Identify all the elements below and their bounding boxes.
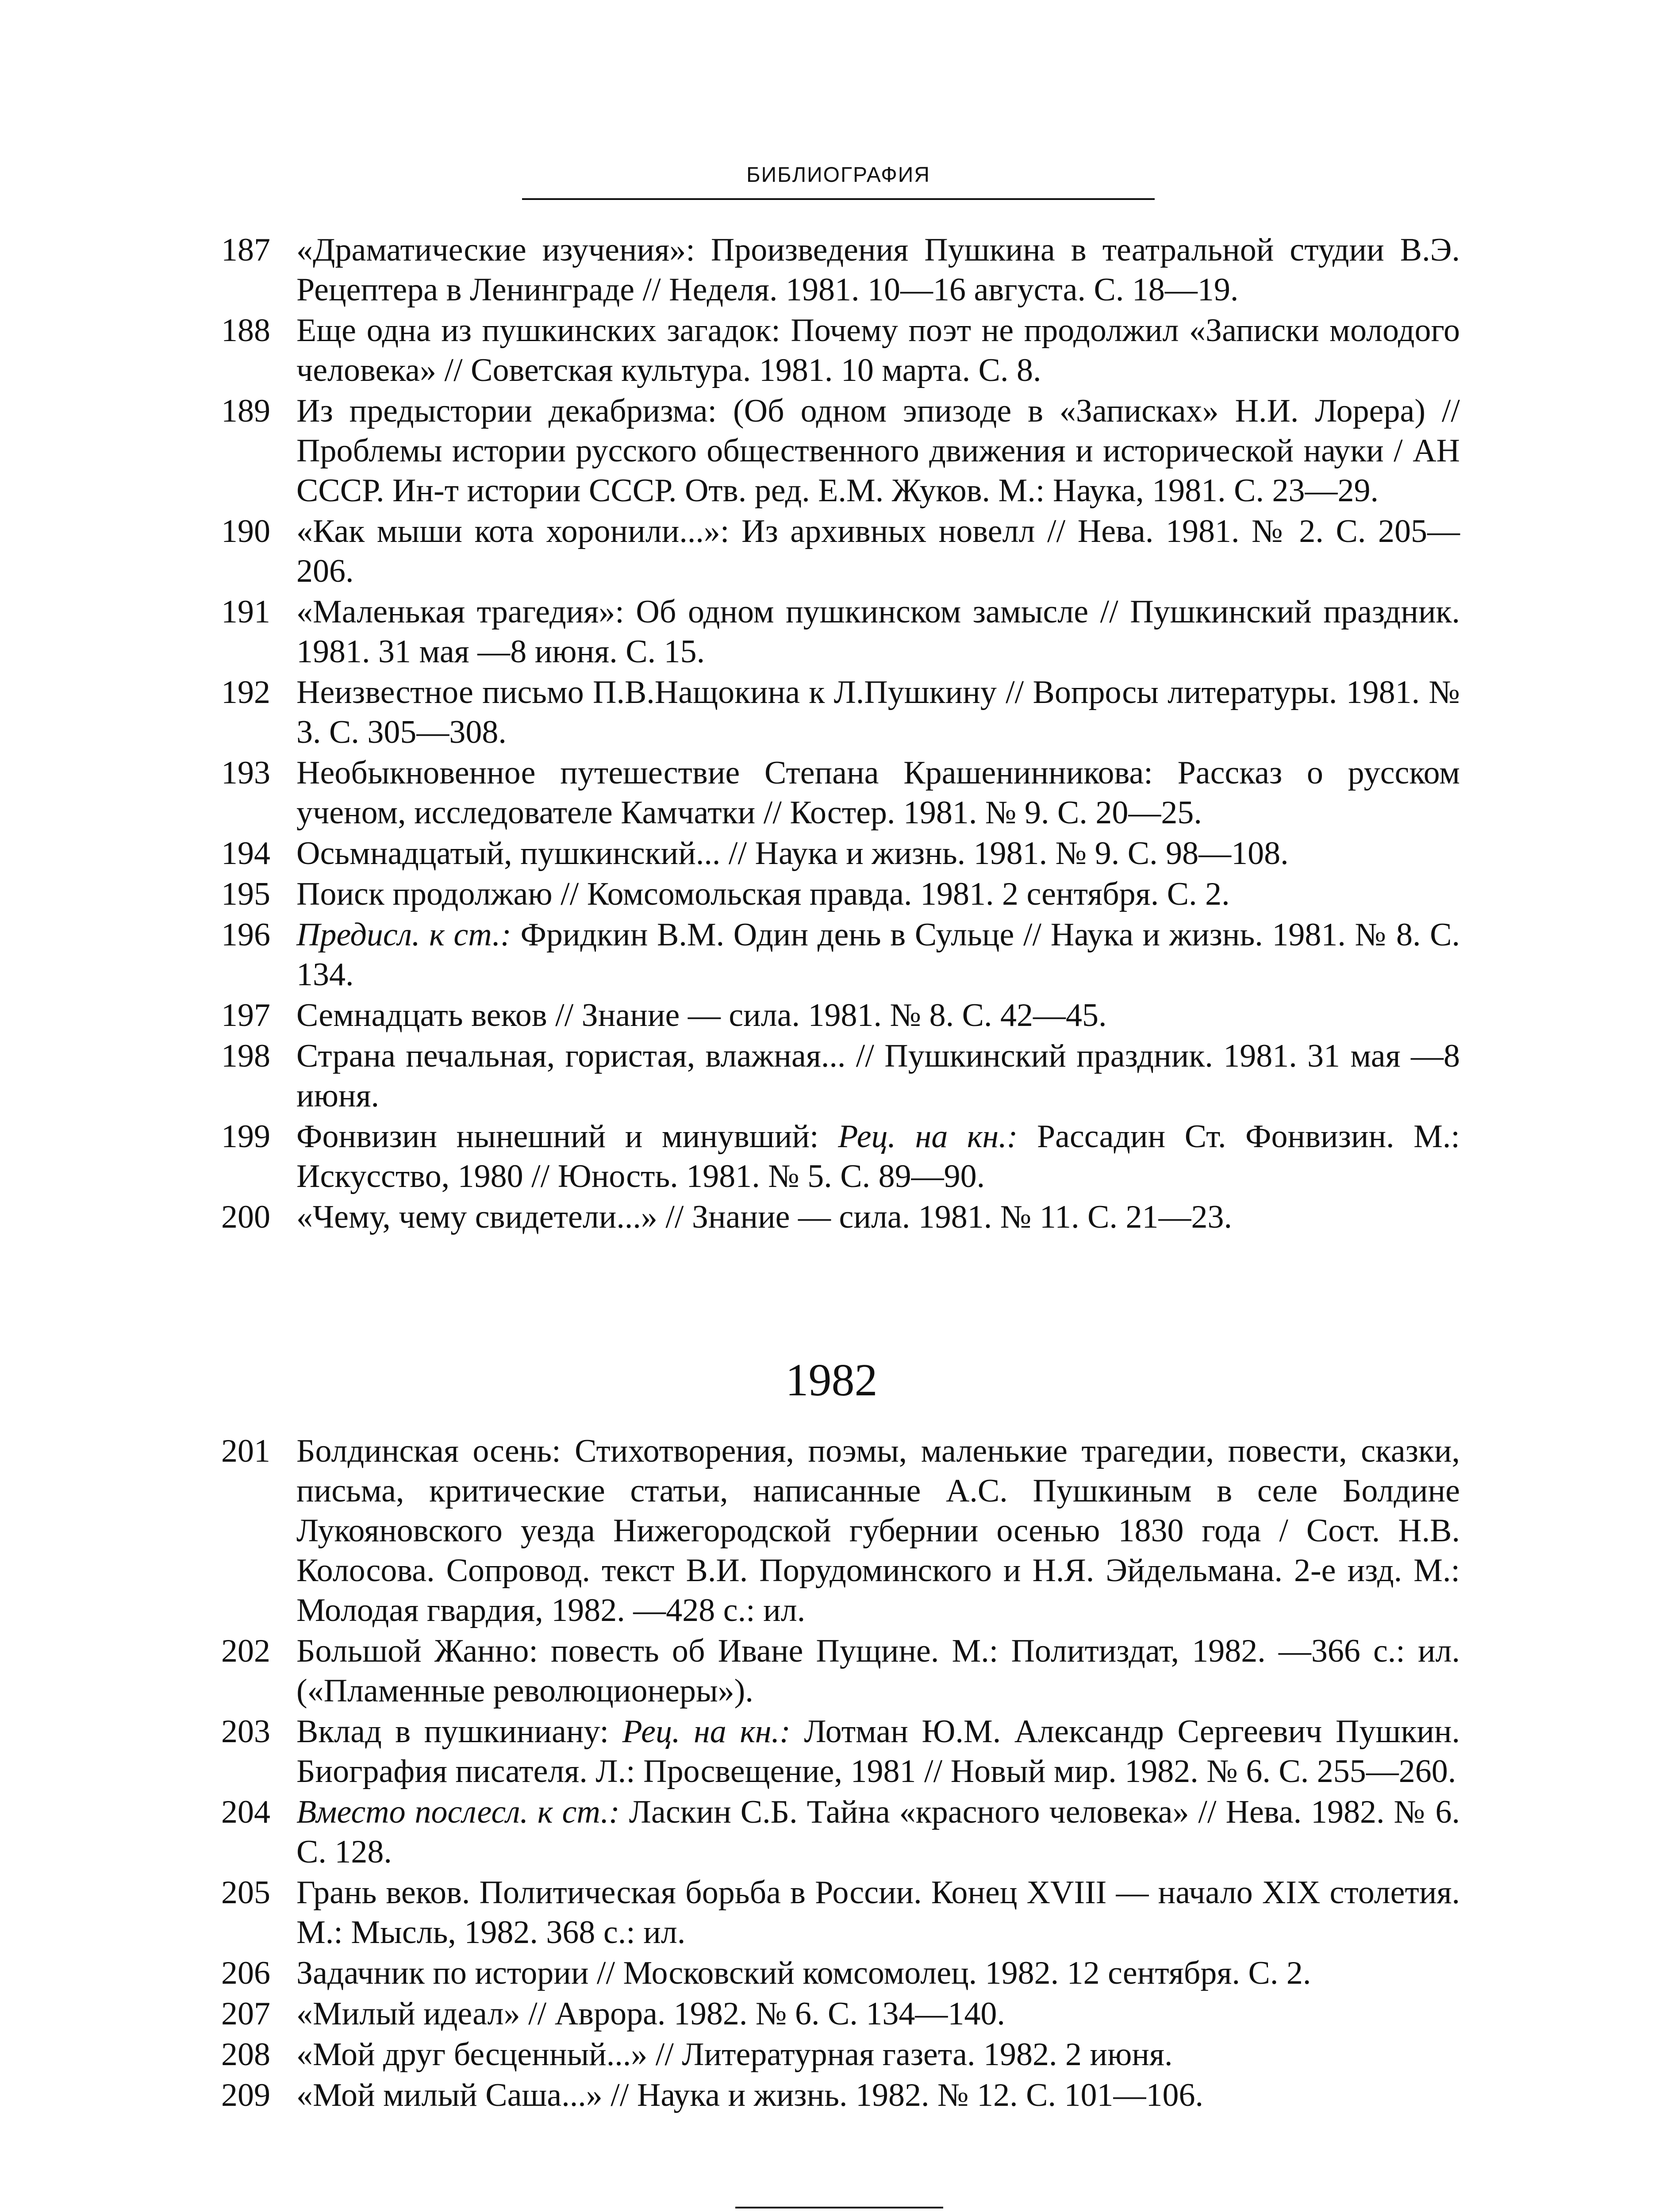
entry-text [296, 753, 1460, 833]
entry-text-fragment: Осьмнадцатый, пушкинский... // Наука и жизнь. 1981. № 9. С. 98—108. [296, 835, 1289, 872]
entry-text-fragment: «Маленькая трагедия»: Об одном пушкинском замысле // Пушкинский праздник. 1981. 31 мая —8 июня. С. 15. [296, 594, 1460, 670]
bibliography-entry [221, 391, 1460, 511]
bibliography-entry [221, 672, 1460, 752]
entry-text [296, 915, 1460, 995]
entry-text [296, 1994, 1460, 2034]
header-rule [522, 198, 1155, 200]
entry-italic-fragment: Вместо послесл. к ст.: [296, 1794, 620, 1830]
entry-text-fragment: Семнадцать веков // Знание — сила. 1981. № 8. С. 42—45. [296, 997, 1107, 1033]
entry-text [296, 511, 1460, 591]
entry-number: 203 [221, 1713, 270, 1750]
entry-text-fragment: Лотман Ю.М. Александр Сергеевич Пушкин. Биография писателя. Л.: Просвещение, 1981 // Новый мир. 1982. № 6. С. 255—260. [296, 1713, 1460, 1790]
entry-text [296, 1873, 1460, 1952]
entry-text [296, 1036, 1460, 1116]
year-heading: 1982 [785, 1355, 878, 1406]
bibliography-entry [221, 1873, 1460, 1952]
bibliography-entry [221, 833, 1460, 873]
entry-text-fragment: Ласкин С.Б. Тайна «красного человека» // Нева. 1982. № 6. С. 128. [296, 1794, 1460, 1870]
entry-italic-fragment: Предисл. к ст.: [296, 917, 511, 953]
bibliography-entry [221, 511, 1460, 591]
entry-number: 190 [221, 513, 270, 549]
bibliography-entry [221, 1792, 1460, 1872]
entry-text [296, 592, 1460, 672]
entry-text-fragment: Из предыстории декабризма: (Об одном эпизоде в «Записках» Н.И. Лорера) // Проблемы истории русского общественного движения и исторической науки / АН СССР. Ин-т истории СССР. Отв. ред. Е.М. Жуков. М.: Наука, 1981. С. 23—29. [296, 393, 1460, 509]
entry-text [296, 1953, 1460, 1993]
bibliography-entry [221, 1431, 1460, 1630]
entry-text-fragment: Фридкин В.М. Один день в Сульце // Наука и жизнь. 1981. № 8. С. 134. [296, 917, 1460, 993]
entry-text-fragment: «Чему, чему свидетели...» // Знание — сила. 1981. № 11. С. 21—23. [296, 1199, 1232, 1235]
bibliography-entry [221, 1117, 1460, 1196]
entry-number: 208 [221, 2036, 270, 2073]
entry-number: 195 [221, 876, 270, 912]
running-head: БИБЛИОГРАФИЯ [746, 163, 930, 187]
entry-italic-fragment: Рец. на кн.: [838, 1118, 1018, 1155]
entry-text [296, 311, 1460, 390]
entry-number: 189 [221, 393, 270, 429]
entries-1981 [221, 230, 1460, 1238]
entry-text-fragment: Необыкновенное путешествие Степана Крашенинникова: Рассказ о русском ученом, исследователе Камчатки // Костер. 1981. № 9. С. 20—25. [296, 755, 1460, 831]
entry-number: 202 [221, 1633, 270, 1669]
bibliography-entry [221, 230, 1460, 310]
entry-number: 198 [221, 1038, 270, 1074]
entry-number: 188 [221, 312, 270, 349]
entry-number: 192 [221, 674, 270, 710]
entry-text [296, 672, 1460, 752]
entry-text [296, 1712, 1460, 1791]
entry-text-fragment: «Мой друг бесценный...» // Литературная газета. 1982. 2 июня. [296, 2036, 1173, 2073]
bibliography-entry [221, 1197, 1460, 1237]
entry-number: 200 [221, 1199, 270, 1235]
bibliography-entry [221, 311, 1460, 390]
entry-text-fragment: Грань веков. Политическая борьба в России. Конец XVIII — начало XIX столетия. М.: Мысль, 1982. 368 с.: ил. [296, 1874, 1460, 1951]
entry-text-fragment: «Милый идеал» // Аврора. 1982. № 6. С. 134—140. [296, 1996, 1005, 2032]
entry-number: 205 [221, 1874, 270, 1911]
entry-number: 204 [221, 1794, 270, 1830]
entry-number: 193 [221, 755, 270, 791]
bibliography-entry [221, 2035, 1460, 2074]
entry-text [296, 1117, 1460, 1196]
entry-number: 196 [221, 917, 270, 953]
bibliography-entry [221, 592, 1460, 672]
entry-text-fragment: Большой Жанно: повесть об Иване Пущине. М.: Политиздат, 1982. —366 с.: ил. («Пламенные революционеры»). [296, 1633, 1460, 1709]
entry-text-fragment: «Драматические изучения»: Произведения Пушкина в театральной студии В.Э. Рецептера в Ленинграде // Неделя. 1981. 10—16 августа. С. 18—19. [296, 232, 1460, 308]
entry-text [296, 2075, 1460, 2115]
bibliography-entry [221, 874, 1460, 914]
entry-number: 206 [221, 1955, 270, 1991]
entry-text [296, 874, 1460, 914]
bibliography-entry [221, 995, 1460, 1035]
entry-text-fragment: Страна печальная, гористая, влажная... // Пушкинский праздник. 1981. 31 мая —8 июня. [296, 1038, 1460, 1114]
bibliography-entry [221, 1631, 1460, 1711]
entry-text-fragment: Вклад в пушкиниану: [296, 1713, 622, 1750]
entry-text [296, 1197, 1460, 1237]
entry-number: 194 [221, 835, 270, 872]
entry-text-fragment: Задачник по истории // Московский комсомолец. 1982. 12 сентября. С. 2. [296, 1955, 1311, 1991]
entry-text-fragment: Еще одна из пушкинских загадок: Почему поэт не продолжил «Записки молодого человека» // Советская культура. 1981. 10 марта. С. 8. [296, 312, 1460, 388]
entry-text-fragment: Неизвестное письмо П.В.Нащокина к Л.Пушкину // Вопросы литературы. 1981. № 3. С. 305—308. [296, 674, 1460, 750]
entry-text-fragment: «Мой милый Саша...» // Наука и жизнь. 1982. № 12. С. 101—106. [296, 2077, 1203, 2113]
entry-text-fragment: Фонвизин нынешний и минувший: [296, 1118, 838, 1155]
bibliography-entry [221, 1712, 1460, 1791]
entry-italic-fragment: Рец. на кн.: [622, 1713, 791, 1750]
bibliography-entry [221, 1953, 1460, 1993]
entry-number: 207 [221, 1996, 270, 2032]
footer-rule [735, 2207, 943, 2208]
entry-text-fragment: Поиск продолжаю // Комсомольская правда. 1981. 2 сентября. С. 2. [296, 876, 1230, 912]
entry-text [296, 391, 1460, 511]
bibliography-entry [221, 753, 1460, 833]
bibliography-entry [221, 1036, 1460, 1116]
entry-text [296, 995, 1460, 1035]
entry-text [296, 833, 1460, 873]
entry-number: 187 [221, 232, 270, 268]
entry-number: 199 [221, 1118, 270, 1155]
entry-text-fragment: Рассадин Ст. Фонвизин. М.: Искусство, 1980 // Юность. 1981. № 5. С. 89—90. [296, 1118, 1460, 1194]
entry-text [296, 230, 1460, 310]
entry-text-fragment: «Как мыши кота хоронили...»: Из архивных новелл // Нева. 1981. № 2. С. 205—206. [296, 513, 1460, 589]
entry-text [296, 1431, 1460, 1630]
entry-text-fragment: Болдинская осень: Стихотворения, поэмы, маленькие трагедии, повести, сказки, письма, критические статьи, написанные А.С. Пушкиным в селе Болдине Лукояновского уезда Нижегородской губернии осенью 1830 года / Сост. Н.В. Колосова. Сопровод. текст В.И. Порудоминского и Н.Я. Эйдельмана. 2-е изд. М.: Молодая гвардия, 1982. —428 с.: ил. [296, 1433, 1460, 1628]
entry-text [296, 1792, 1460, 1872]
entry-number: 191 [221, 594, 270, 630]
bibliography-entry [221, 2075, 1460, 2115]
entries-1982 [221, 1431, 1460, 2116]
bibliography-entry [221, 915, 1460, 995]
entry-number: 197 [221, 997, 270, 1033]
entry-text [296, 2035, 1460, 2074]
bibliography-entry [221, 1994, 1460, 2034]
entry-number: 209 [221, 2077, 270, 2113]
entry-number: 201 [221, 1433, 270, 1469]
entry-text [296, 1631, 1460, 1711]
